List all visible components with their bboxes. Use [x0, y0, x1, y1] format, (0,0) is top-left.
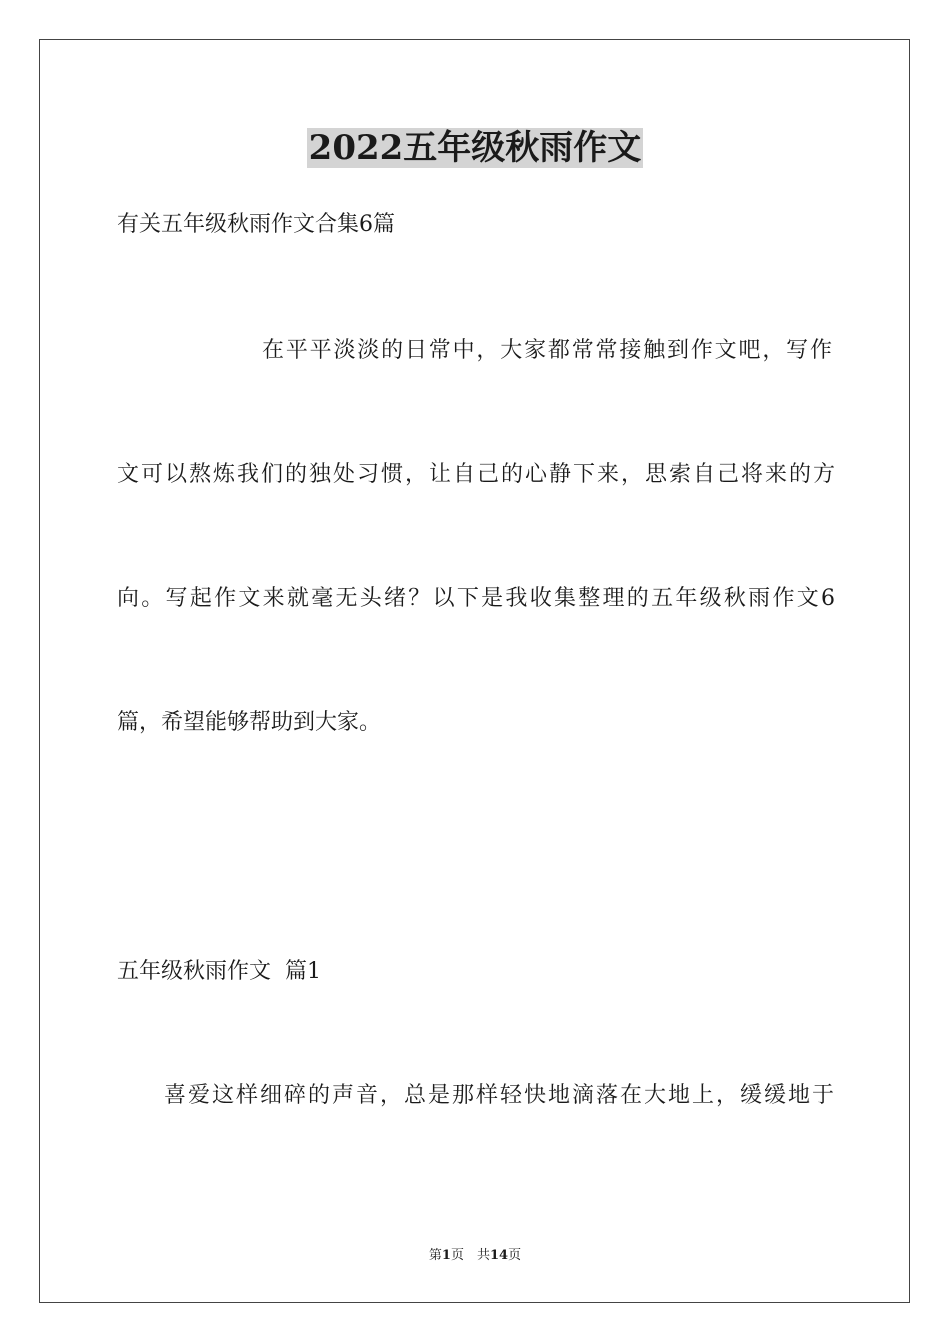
footer-suffix: 页 — [508, 1248, 522, 1263]
document-title — [0, 126, 950, 170]
page-footer — [0, 1247, 950, 1265]
section-line-1: 喜爱这样细碎的声音，总是那样轻快地滴落在大地上，缓缓地于 — [164, 1083, 834, 1108]
intro-line-1: 在平平淡淡的日常中，大家都常常接触到作文吧，写作 — [262, 338, 832, 363]
footer-page-total: 14 — [489, 1248, 509, 1263]
footer-mid: 页 共 — [450, 1248, 490, 1263]
intro-line-3: 向。写起作文来就毫无头绪？以下是我收集整理的五年级秋雨作文6 — [117, 586, 835, 611]
intro-line-2: 文可以熬炼我们的独处习惯，让自己的心静下来，思索自己将来的方 — [117, 462, 835, 487]
footer-page-current: 1 — [441, 1248, 451, 1263]
intro-line-4: 篇，希望能够帮助到大家。 — [117, 710, 382, 735]
footer-prefix: 第 — [428, 1248, 442, 1263]
section-heading: 五年级秋雨作文 篇1 — [117, 959, 321, 984]
title-text: 2022五年级秋雨作文 — [308, 128, 642, 168]
document-subtitle: 有关五年级秋雨作文合集6篇 — [117, 212, 395, 237]
